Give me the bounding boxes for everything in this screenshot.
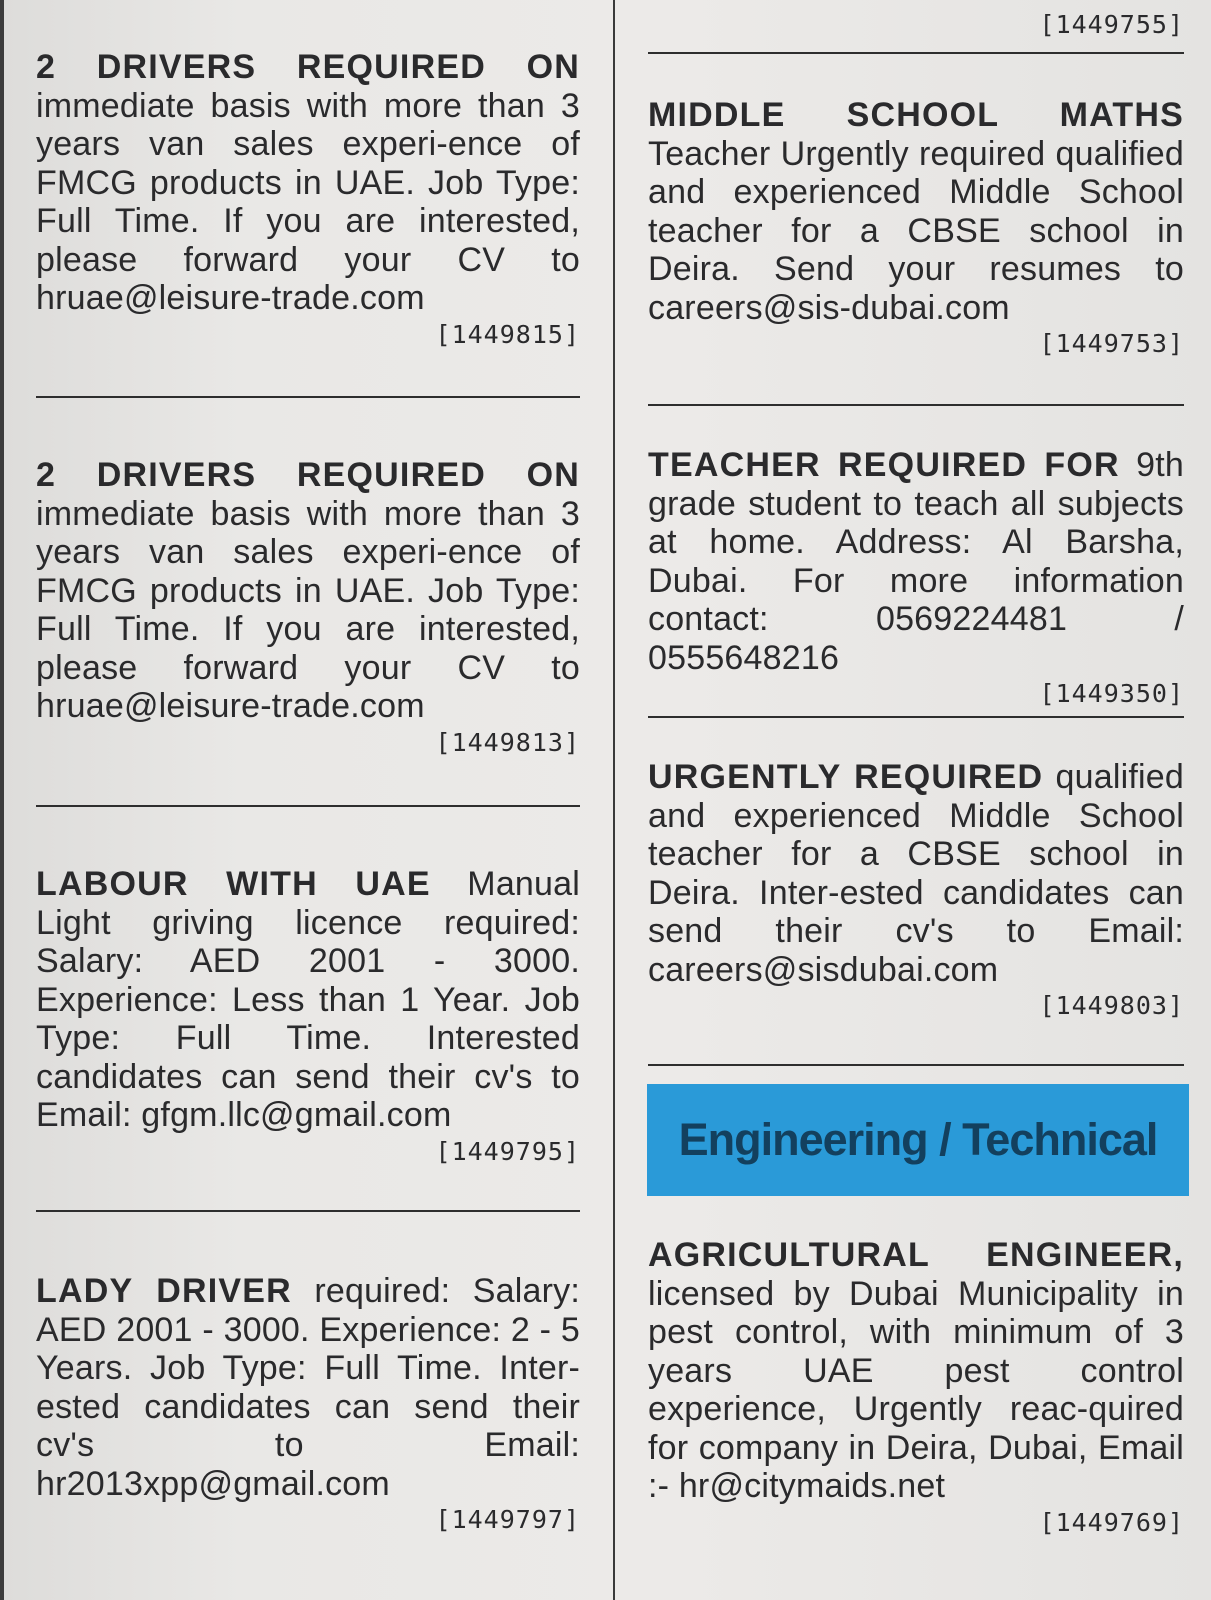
ad-body: Manual Light griving licence required: Salary: AED 2001 - 3000. Experience: Less than 1 Year. Job Type: Full Time. Interested candidates can send their cv's to Email: gfgm.llc@gmail.com xyxy=(36,865,581,1134)
classified-ad-tail xyxy=(648,8,1184,40)
ad-heading: LABOUR WITH UAE xyxy=(36,865,431,903)
ad-body: required: Salary: AED 2001 - 3000. Experience: 2 - 5 Years. Job Type: Full Time. Inter-ested candidates can send their cv's to Email: hr2013xpp@gmail.com xyxy=(36,1272,580,1503)
classified-ad xyxy=(648,446,1184,709)
ad-separator xyxy=(648,404,1184,406)
ad-reference: [1449803] xyxy=(1039,991,1184,1020)
ad-body: Teacher Urgently required qualified and experienced Middle School teacher for a CBSE school in Deira. Send your resumes to careers@sis-dubai.com xyxy=(648,134,1184,327)
ad-separator xyxy=(648,716,1184,718)
classified-ad xyxy=(648,758,1184,1021)
ad-body: immediate basis with more than 3 years van sales experi-ence of FMCG products in UAE. Job Type: Full Time. If you are interested, please forward your CV to hruae@leisure-trade.com xyxy=(36,494,580,725)
ad-reference: [1449797] xyxy=(435,1505,580,1534)
ad-heading: 2 DRIVERS REQUIRED ON xyxy=(36,456,580,494)
ad-reference: [1449350] xyxy=(1039,679,1184,708)
ad-heading: URGENTLY REQUIRED xyxy=(648,758,1044,796)
classified-ad xyxy=(36,48,580,350)
ad-separator xyxy=(648,1064,1184,1066)
ad-separator xyxy=(648,52,1184,54)
ad-reference: [1449813] xyxy=(435,727,580,757)
page-left-border xyxy=(0,0,4,1600)
section-banner xyxy=(647,1084,1189,1196)
ad-heading: 2 DRIVERS REQUIRED ON xyxy=(36,48,580,86)
classified-ad xyxy=(36,865,580,1167)
section-banner-label: Engineering / Technical xyxy=(678,1114,1158,1165)
classified-ad xyxy=(36,1272,580,1535)
ad-separator xyxy=(36,396,580,398)
ad-heading: MIDDLE SCHOOL MATHS xyxy=(648,96,1184,134)
ad-heading: LADY DRIVER xyxy=(36,1272,292,1310)
ad-reference: [1449815] xyxy=(435,319,580,349)
ad-reference: [1449753] xyxy=(1039,329,1184,358)
ad-heading: TEACHER REQUIRED FOR xyxy=(648,446,1120,484)
ad-reference: [1449769] xyxy=(1039,1507,1184,1537)
classified-ad xyxy=(36,456,580,758)
classified-ad xyxy=(648,96,1184,359)
ad-heading: AGRICULTURAL ENGINEER, xyxy=(648,1236,1184,1274)
ad-body: immediate basis with more than 3 years van sales experi-ence of FMCG products in UAE. Job Type: Full Time. If you are interested, please forward your CV to hruae@leisure-trade.com xyxy=(36,86,580,317)
ad-separator xyxy=(36,805,580,807)
ad-body: 9th grade student to teach all subjects at home. Address: Al Barsha, Dubai. For more information contact: 0569224481 / 0555648216 xyxy=(648,446,1184,677)
ad-body: qualified and experienced Middle School teacher for a CBSE school in Deira. Inter-ested candidates can send their cv's to Email: careers@sisdubai.com xyxy=(648,758,1184,989)
ad-reference: [1449755] xyxy=(1039,10,1184,39)
ad-body: licensed by Dubai Municipality in pest control, with minimum of 3 years UAE pest control experience, Urgently reac-quired for company in Deira, Dubai, Email :- hr@citymaids.net xyxy=(648,1274,1184,1505)
ad-separator xyxy=(36,1210,580,1212)
column-divider xyxy=(613,0,615,1600)
classified-ad xyxy=(648,1236,1184,1538)
ad-reference: [1449795] xyxy=(435,1136,580,1166)
